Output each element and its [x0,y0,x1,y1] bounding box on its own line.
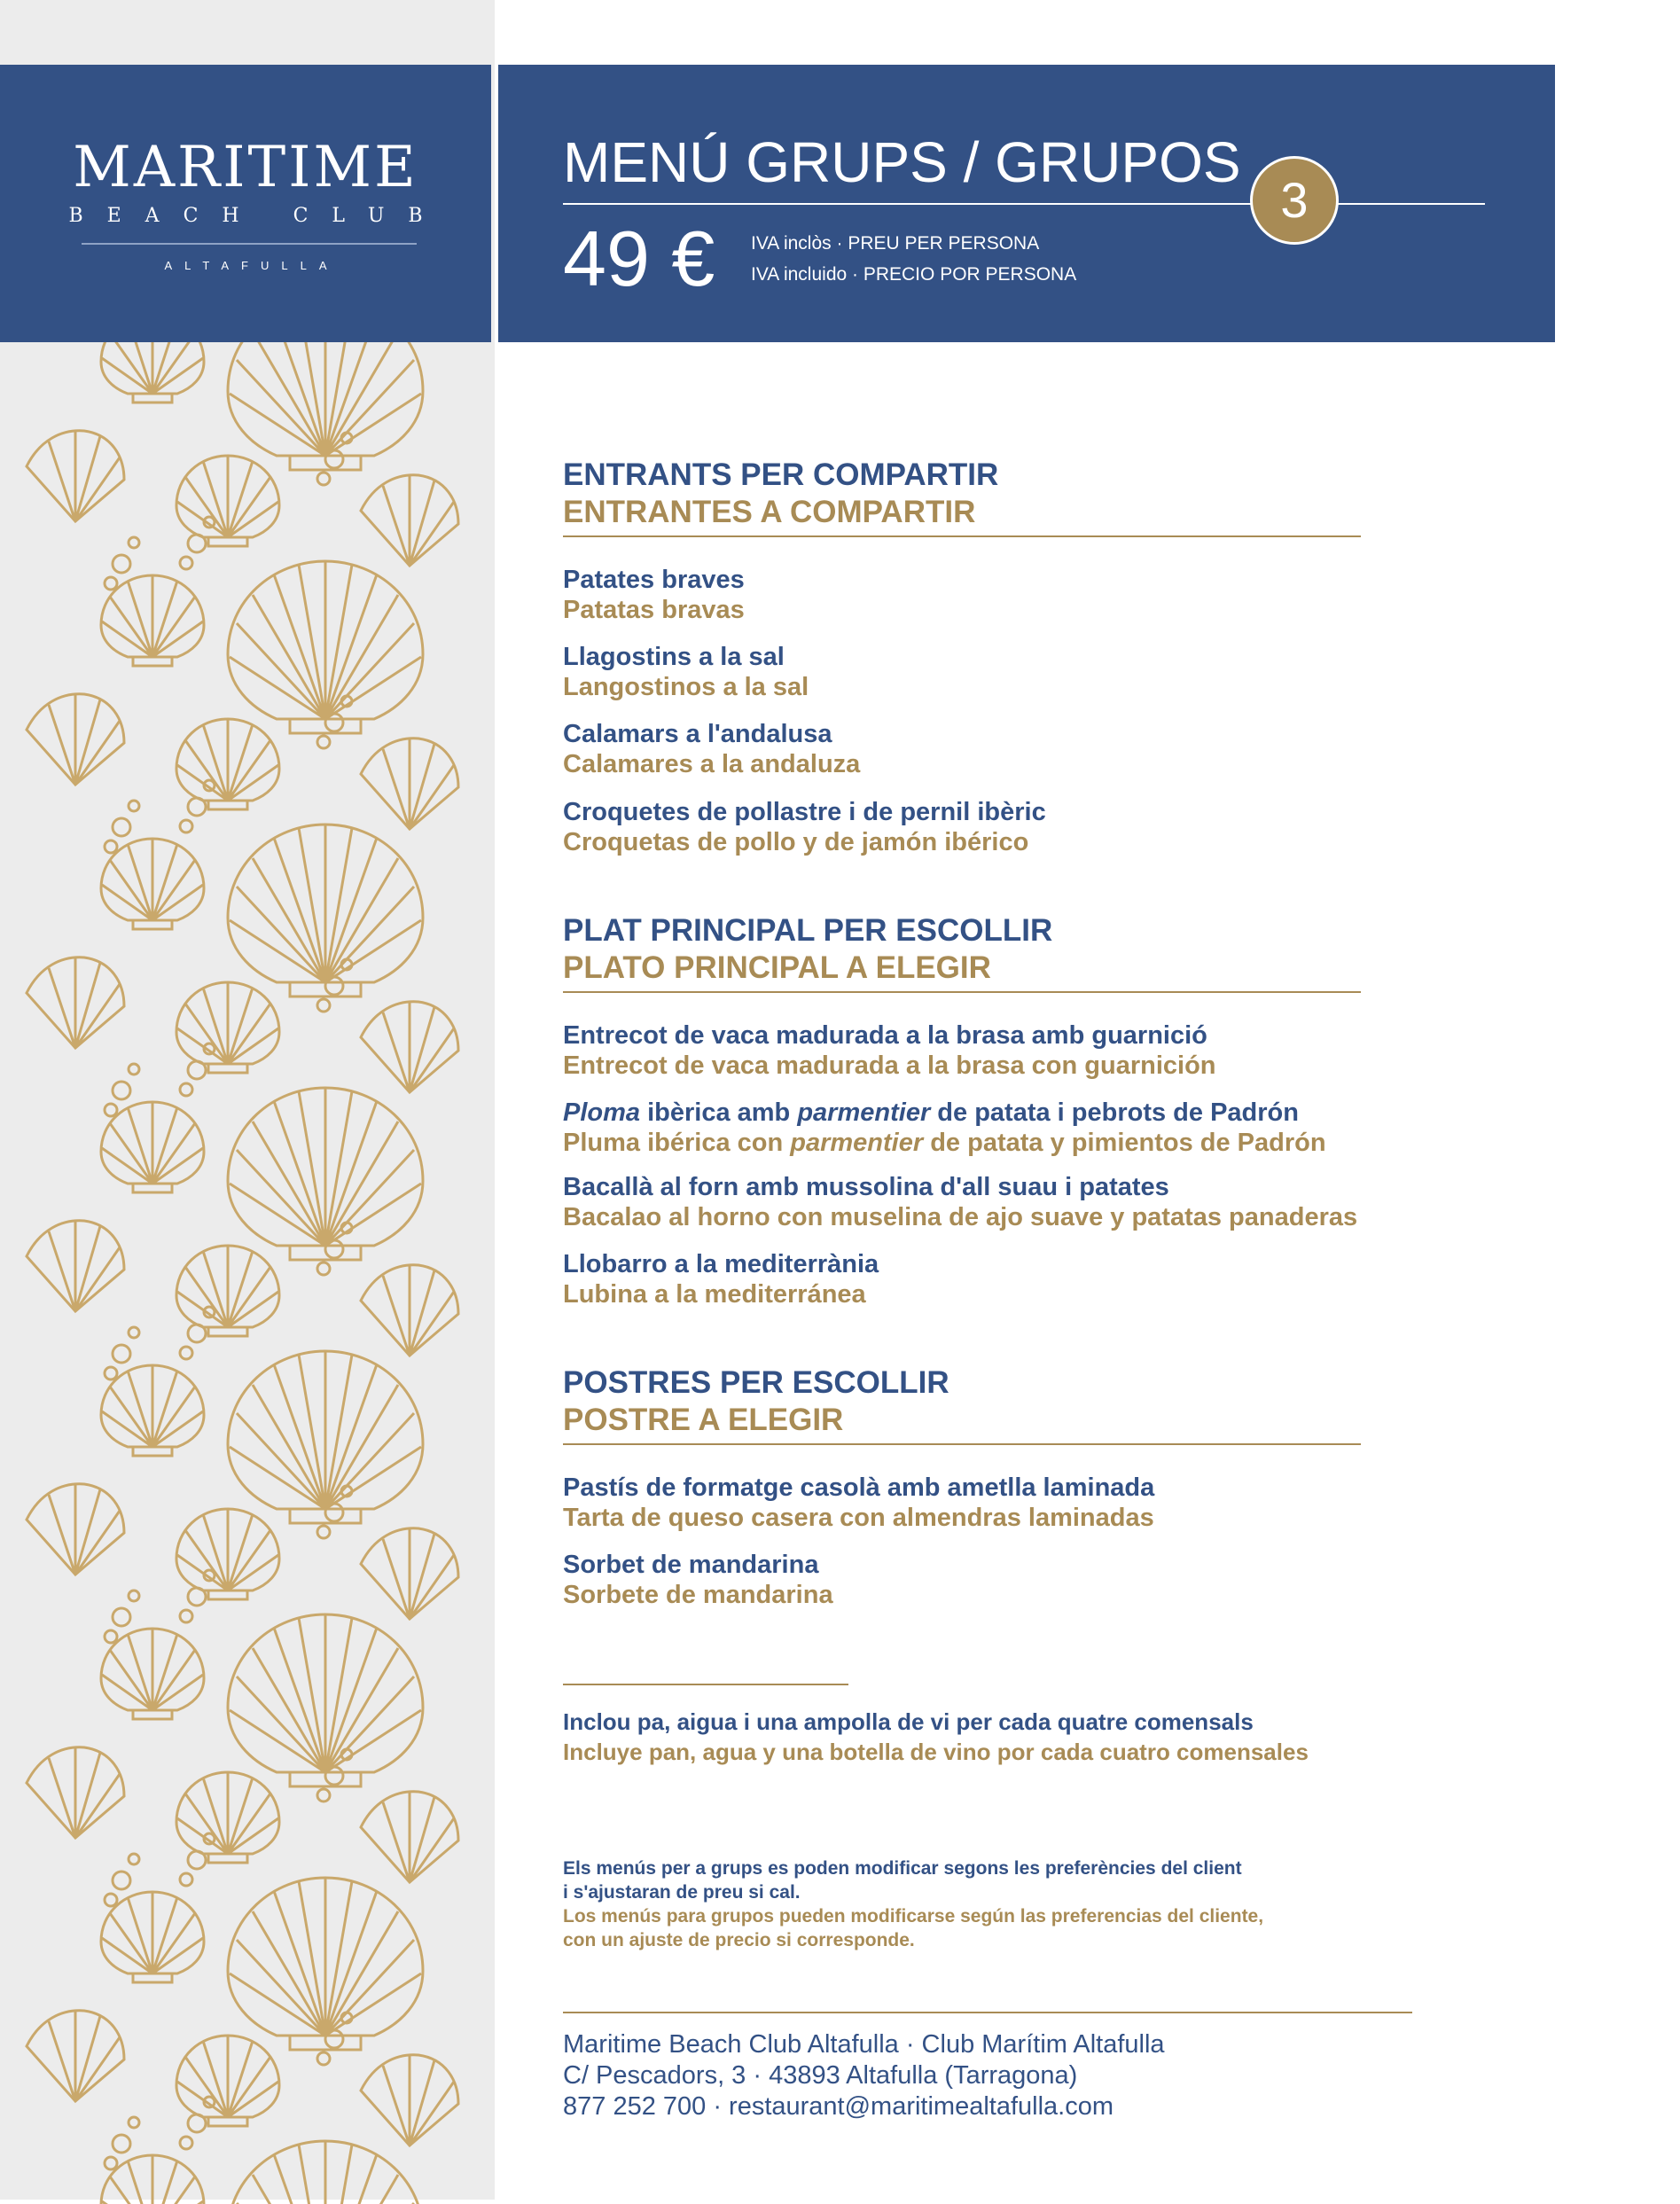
italic-word: parmentier [790,1129,924,1157]
logo-divider [82,243,417,245]
menu-item-es: Patatas bravas [563,596,745,624]
footer-divider [563,2012,1412,2013]
section-title-ca: ENTRANTS PER COMPARTIR [563,457,999,492]
menu-item-es: Bacalao al horno con muselina de ajo suave y patatas panaderas [563,1203,1358,1231]
menu-item-ca: Llobarro a la mediterrània [563,1250,879,1278]
menu-price: 49 € [563,215,715,302]
italic-word: Ploma [563,1098,641,1127]
footer-address: C/ Pescadors, 3 · 43893 Altafulla (Tarragona) [563,2061,1078,2090]
note-es-line1: Los menús para grupos pueden modificarse según las preferencias del cliente, [563,1906,1264,1927]
note-es-line2: con un ajuste de precio si corresponde. [563,1930,915,1950]
menu-item-ca [563,1100,1299,1126]
item-text: Pluma ibérica con [563,1129,791,1157]
menu-item-ca: Croquetes de pollastre i de pernil ibèric [563,798,1046,826]
note-ca-line1: Els menús per a grups es poden modificar segons les preferències del client [563,1858,1242,1879]
title-divider [563,203,1485,205]
brand-name: MARITIME [73,135,418,200]
menu-item-ca: Bacallà al forn amb mussolina d'all suau i patates [563,1173,1169,1201]
menu-item-ca: Entrecot de vaca madurada a la brasa amb guarnició [563,1021,1207,1050]
item-text: de patata i pebrots de Padrón [930,1098,1299,1127]
menu-item-ca: Pastís de formatge casolà amb ametlla laminada [563,1473,1155,1502]
italic-word: parmentier [797,1098,931,1127]
section-title-es: ENTRANTES A COMPARTIR [563,495,976,529]
section-title-ca: PLAT PRINCIPAL PER ESCOLLIR [563,913,1053,948]
item-text: ibèrica amb [640,1098,798,1127]
menu-item-es: Lubina a la mediterránea [563,1280,866,1309]
includes-ca: Inclou pa, aigua i una ampolla de vi per cada quatre comensals [563,1708,1254,1735]
menu-item-es: Langostinos a la sal [563,673,809,701]
title-panel [498,65,1680,342]
section-divider [563,1443,1361,1445]
section-divider [563,535,1361,537]
menu-item-es [563,1130,1326,1156]
menu-item-es: Entrecot de vaca madurada a la brasa con guarnición [563,1051,1216,1080]
scallop-shell-icon [68,342,426,2200]
menu-item-es: Tarta de queso casera con almendras laminadas [563,1504,1154,1532]
menu-item-es: Croquetas de pollo y de jamón ibérico [563,828,1029,856]
menu-item-ca: Llagostins a la sal [563,643,785,671]
shell-pattern [68,342,426,2200]
menu-item-ca: Sorbet de mandarina [563,1551,819,1579]
section-divider [563,991,1361,993]
menu-item-ca: Patates braves [563,566,745,594]
vat-note-ca: IVA inclòs · PREU PER PERSONA [751,233,1040,254]
menu-item-es: Sorbete de mandarina [563,1581,833,1609]
includes-es: Incluye pan, agua y una botella de vino por cada cuatro comensales [563,1739,1309,1765]
menu-item-ca: Calamars a l'andalusa [563,720,832,748]
menu-title: MENÚ GRUPS / GRUPOS [563,130,1241,194]
section-title-es: POSTRE A ELEGIR [563,1403,844,1437]
vat-note-es: IVA incluido · PRECIO POR PERSONA [751,264,1077,285]
logo-panel [0,65,491,342]
section-title-ca: POSTRES PER ESCOLLIR [563,1365,949,1400]
menu-item-es: Calamares a la andaluza [563,750,861,778]
includes-divider [563,1684,848,1685]
menu-year: 2026 [1608,98,1680,135]
footer-contact: 877 252 700 · restaurant@maritimealtafulla.com [563,2092,1114,2121]
brand-subtitle: BEACH CLUB [68,205,447,227]
footer-name: Maritime Beach Club Altafulla · Club Marítim Altafulla [563,2030,1165,2059]
brand-place: ALTAFULLA [164,259,340,272]
menu-number-badge: 3 [1250,156,1339,245]
note-ca-line2: i s'ajustaran de preu si cal. [563,1882,801,1903]
item-text: de patata y pimientos de Padrón [923,1129,1326,1157]
section-title-es: PLATO PRINCIPAL A ELEGIR [563,950,991,985]
